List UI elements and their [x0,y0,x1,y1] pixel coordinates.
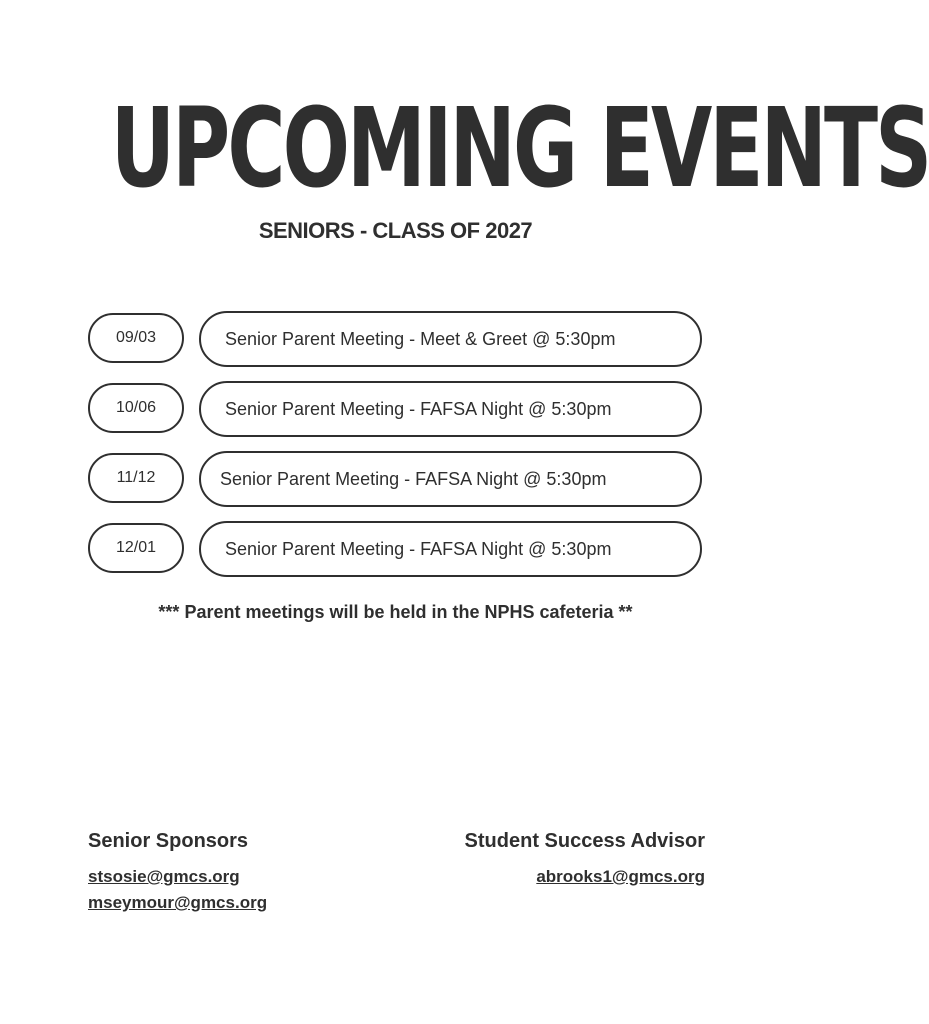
events-list [88,311,704,591]
event-row [88,451,704,507]
event-row [88,381,704,437]
event-description: Senior Parent Meeting - FAFSA Night @ 5:30pm [199,451,702,507]
page-title: UPCOMING EVENTS [110,84,929,212]
sponsor-email-link[interactable]: stsosie@gmcs.org [88,867,240,886]
event-description: Senior Parent Meeting - FAFSA Night @ 5:30pm [199,521,702,577]
advisor-heading: Student Success Advisor [464,830,705,852]
location-note: *** Parent meetings will be held in the NPHS cafeteria ** [158,602,633,622]
event-row [88,311,704,367]
event-date: 12/01 [88,523,184,573]
sponsor-email-link[interactable]: mseymour@gmcs.org [88,893,268,912]
advisor-email-link[interactable]: abrooks1@gmcs.org [536,867,705,886]
event-description: Senior Parent Meeting - FAFSA Night @ 5:30pm [199,381,702,437]
event-date: 09/03 [88,313,184,363]
advisor-section [405,828,705,890]
event-row [88,521,704,577]
event-date: 11/12 [88,453,184,503]
event-description: Senior Parent Meeting - Meet & Greet @ 5:30pm [199,311,702,367]
page-subtitle: SENIORS - CLASS OF 2027 [258,218,533,243]
sponsors-section [88,828,388,916]
event-date: 10/06 [88,383,184,433]
sponsors-heading: Senior Sponsors [88,830,249,852]
